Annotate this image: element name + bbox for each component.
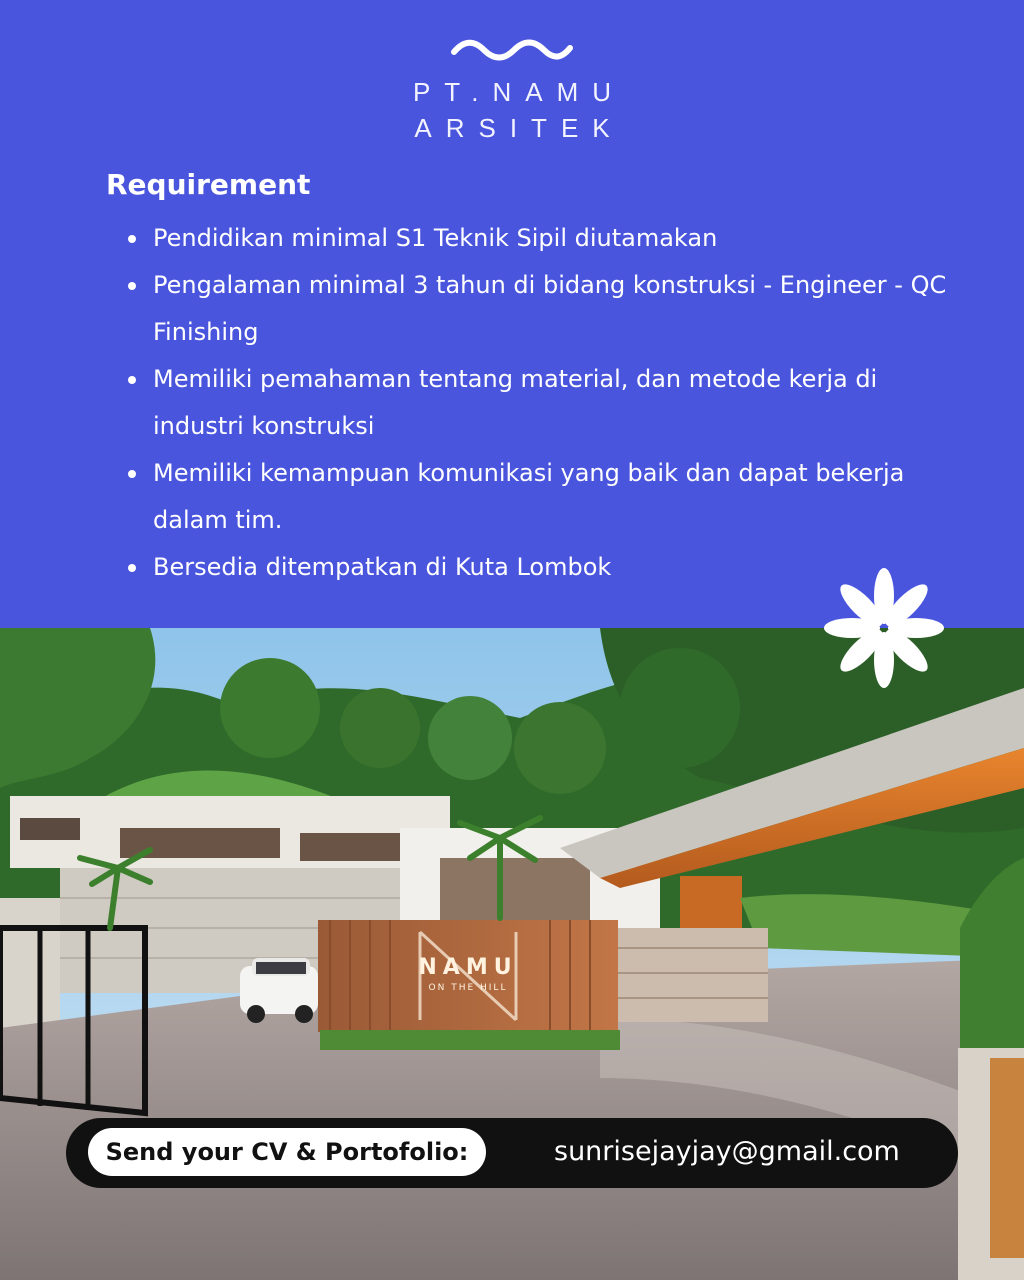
header-panel [0, 0, 1024, 628]
sign-subtitle: ON THE HILL [428, 983, 508, 993]
send-cv-label: Send your CV & Portofolio: [88, 1128, 486, 1176]
requirement-item: Pengalaman minimal 3 tahun di bidang konstruksi - Engineer - QC Finishing [128, 262, 948, 356]
brand-name-line2: ARSITEK [414, 113, 624, 143]
sign-title: NAMU [418, 955, 518, 980]
requirements-list [128, 215, 948, 591]
wave-icon [450, 38, 574, 62]
requirement-item: Pendidikan minimal S1 Teknik Sipil diutamakan [128, 215, 948, 262]
requirement-item: Memiliki pemahaman tentang material, dan metode kerja di industri konstruksi [128, 356, 948, 450]
contact-email-link[interactable]: sunrisejayjay@gmail.com [554, 1136, 900, 1167]
requirement-item: Bersedia ditempatkan di Kuta Lombok [128, 544, 948, 591]
brand-name-line1: PT.NAMU [412, 77, 626, 107]
flower-icon [822, 566, 946, 690]
requirements-title: Requirement [106, 168, 311, 201]
requirement-item: Memiliki kemampuan komunikasi yang baik dan dapat bekerja dalam tim. [128, 450, 948, 544]
brand-logo [0, 38, 1024, 146]
